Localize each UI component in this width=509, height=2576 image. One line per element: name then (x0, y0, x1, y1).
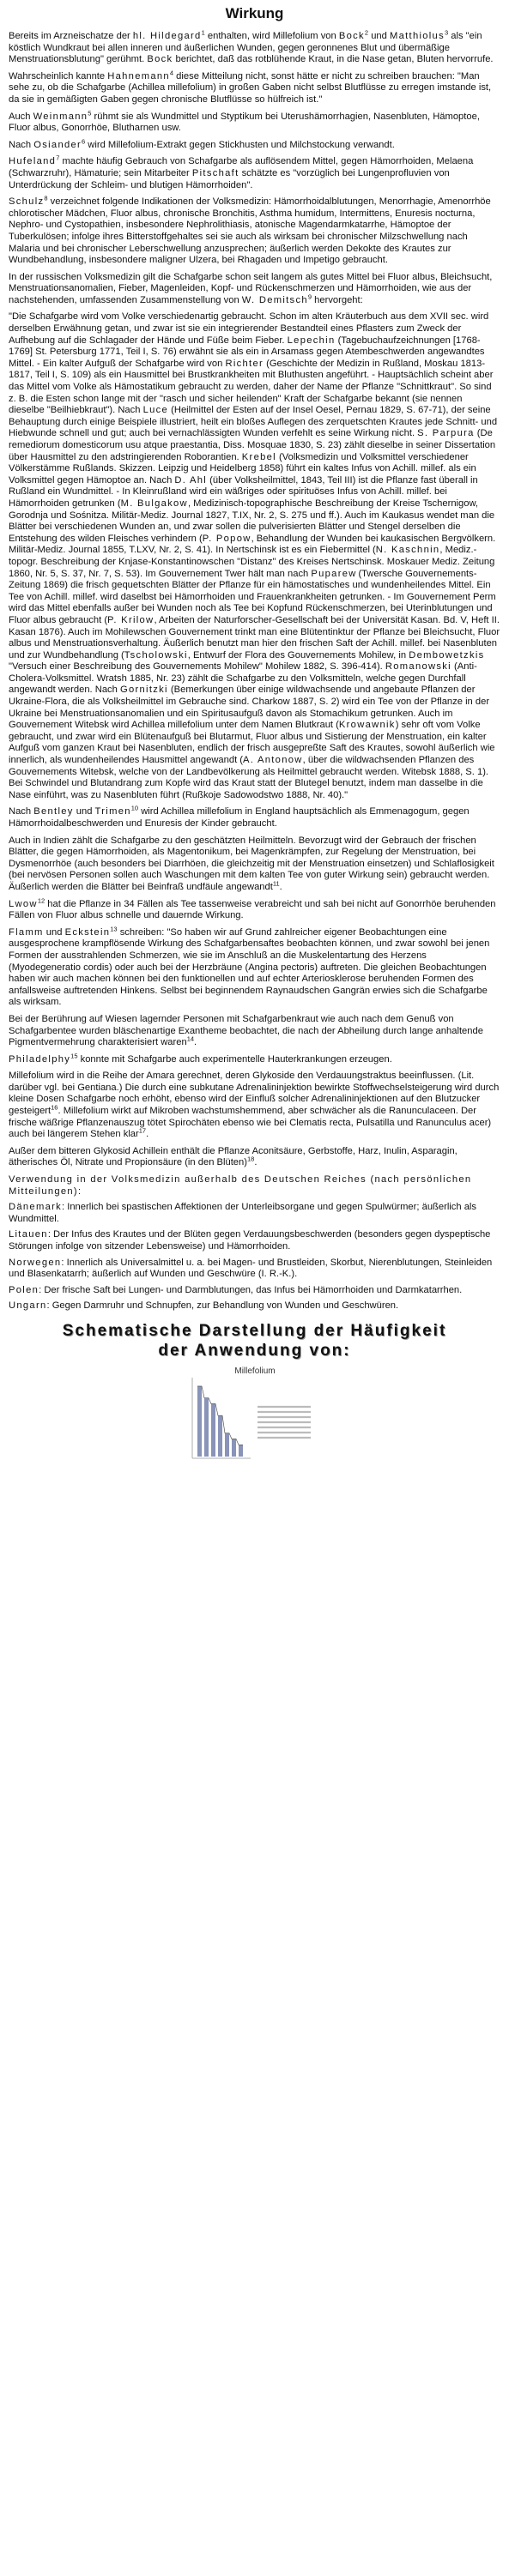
author-name: Matthiolus (389, 31, 445, 41)
paragraph (9, 1071, 500, 1141)
country-name: Litauen (9, 1229, 48, 1240)
author-name: Richter (225, 358, 264, 369)
paragraph-text: ) sehr oft vom Volke gebraucht, und zwar wird ein Blütenaufguß bei Blutarmut, Fluor albus und Sistierung der Menstruation, ein kalter Aufguß vom ganzen Kraut bei Nasenbluten, endlich der frisch ausgepreßte Saft des Krautes, sowohl äußerlich wie innerlich, als wundenheilendes Hausmittel angewandt ( (9, 720, 495, 766)
paragraph-text: Auch in Indien zählt die Schafgarbe zu den geschätzten Heilmitteln. Bevorzugt wird der Gebrauch der frischen Blätter, die gegen Hämorrhoiden, als Magentonikum, bei Magenkrämpfen, zur Regelung der Menstruation, bei Dysmenorrhöe (auch besonders bei Diarrhöen, die gleichzeitig mit der Menstruation einsetzen) und Schlaflosigkeit (bei nervösen Personen sollen auch Waschungen mit dem kalten Tee von guter Wirkung sein) gebraucht werden. Äußerlich werden die Blätter bei Beinfraß undfäule angewandt (9, 835, 494, 892)
paragraph-text: konnte mit Schafgarbe auch experimentelle Hauterkrankungen erzeugen. (77, 1053, 392, 1065)
footnote-ref: 7 (56, 154, 60, 162)
frequency-chart-svg (173, 1364, 336, 1475)
author-name: P. Krilow (107, 614, 155, 625)
frequency-chart (173, 1364, 336, 1475)
author-name: S. Parpura (417, 428, 475, 439)
chart-bar (218, 1415, 222, 1457)
country-name: Norwegen (9, 1257, 62, 1268)
country-entry (9, 1258, 500, 1281)
schema-heading (9, 1321, 500, 1360)
folk-medicine-section (9, 1174, 500, 1312)
paragraph (9, 108, 500, 135)
paragraph-text: verzeichnet folgende Indikationen der Volksmedizin: Hämorrhoidalblutungen, Menorrhagie, Amenorrhöe chlorotischer Mädchen, Fluor albus, chronische Bronchitis, Asthma humidum, Intermittens, Enuresis nocturna, Nephro- und Cystopathien, insbesondere Nephrolithiasis, atonische Magendarmkatarrhe, Hämoptoe der Tuberkulösen; infolge ihres Bitterstoffgehaltes sei sie auch als wirksam bei chronischer Milzschwellung nach Malaria und bei chronischer Leberschwellung anzusprechen; äußerlich werden Dekokte des Krautes zur Wundbehandlung, insbesondere maligner Ulzera, bei Rhagaden und Impetigo gebraucht. (9, 196, 491, 266)
country-text: : Der Infus des Krautes und der Blüten gegen Verdauungsbeschwerden (besonders gegen dyspeptische Störungen infolge von sitzender Lebensweise) und Hämorrhoiden. (9, 1229, 491, 1252)
author-name: P. Popow (202, 533, 251, 544)
author-name: D. Ahl (174, 474, 208, 486)
footnote-ref: 13 (110, 925, 118, 933)
author-name: Osiander (33, 139, 82, 150)
paragraph-text: Bei der Berührung auf Wiesen lagernder Personen mit Schafgarbenkraut wie auch nach dem Genuß von Schafgarbentee wurden bläschenartige Exantheme beobachtet, die nach der Abheilung durch lange anhaltende Pigmentvermehrung charakterisiert waren (9, 1013, 483, 1048)
author-name: Weinmann (33, 111, 88, 122)
paragraph-text: schätzte es "vorzüglich bei Lungenprofluvien von Unterdrückung der Schleim- und blutigen Hämorrhoiden". (9, 167, 450, 190)
author-name: Pitschaft (191, 167, 239, 178)
paragraph-text: hervorgeht: (312, 294, 363, 305)
paragraph (9, 272, 500, 307)
paragraph-text: enthalten, wird Millefolium von (204, 31, 339, 41)
author-name: Tscholowski (124, 649, 188, 661)
footnote-ref: 6 (82, 137, 86, 146)
paragraph (9, 137, 500, 152)
author-name: Bock (147, 54, 173, 65)
paragraph-text: . (254, 1157, 258, 1168)
footnote-ref: 4 (169, 69, 174, 77)
folk-medicine-heading: Verwendung in der Volksmedizin außerhalb des Deutschen Reiches (nach persönlichen Mitteilungen): (9, 1174, 472, 1197)
paragraph (9, 28, 500, 66)
footnote-ref: 10 (130, 804, 139, 812)
author-name: N. Kaschnin (375, 545, 440, 556)
paragraph-text: und (43, 926, 65, 938)
paragraph-text: In der russischen Volksmedizin gilt die Schafgarbe schon seit langem als gutes Mittel bei Fluor albus, Bleichsucht, Menstruationsanomalien, Fieber, Magenleiden, Kopf- und Rückenschmerzen und Hämorrhoiden, wie aus der nachstehenden, umfassenden Zusammenstellung von (9, 271, 493, 305)
country-name: Polen (9, 1284, 39, 1295)
author-name: Romanowski (385, 661, 451, 673)
paragraph-text: "Die Schafgarbe wird vom Volke verschiedenartig gebraucht. Schon im alten Kräuterbuch aus dem XVII sec. wird derselben Erwähnung getan, und zwar ist sie ein integrierender Bestandteil eines Pflasters zum Zweck der Aufhebung auf die Schlagader der Hände und Füße beim Fieber. (9, 311, 489, 346)
footnote-ref: 11 (272, 879, 280, 888)
paragraph-text: Nach (9, 806, 34, 817)
paragraph-text: berichtet, daß das rotblühende Kraut, in die Nase getan, Bluten hervorrufe. (173, 54, 494, 65)
author-name: A. Antonow (243, 755, 303, 766)
author-name: Lepechin (287, 335, 336, 346)
paragraph-text: (Heilmittel der Esten auf der Insel Oesel, Pernau 1829, S. 67-71), der seine Behauptung durch einige Beispiele illustriert, heilt ein bloßes Auflegen des zerquetschten Krautes jede Schnitt- und Hiebwunde schnell und gut; auch bei vernachlässigten Wunden verfehlt es seine Wirkung nicht. (9, 405, 498, 439)
paragraph-text: Nach (9, 139, 34, 150)
footnote-ref: 5 (88, 108, 92, 117)
country-name: Dänemark (9, 1202, 63, 1213)
footnote-ref: 18 (246, 1155, 255, 1163)
paragraph (9, 196, 500, 267)
paragraph-text: , Arbeiten der Naturforscher-Gesellschaft bei der Universität Kasan. Bd. V, Heft II. Kasan 1876). Auch im Mohilewschen Gouvernement trinkt man eine Blütentinktur der Pflanze bei Bleichsucht, Fluor albus und Menstruationsverhaltung. Äußerlich benutzt man hier den frischen Saft der Achill. millef. bei Nasenbluten und zur Wundbehandlung ( (9, 614, 500, 661)
author-name: hl. Hildegard (132, 31, 202, 41)
footnote-ref: 2 (364, 28, 369, 37)
paragraph (9, 71, 500, 106)
paragraph (9, 156, 500, 191)
paragraph (9, 1146, 500, 1169)
footnote-ref: 9 (307, 293, 312, 301)
footnote-ref: 3 (444, 28, 449, 37)
paragraph-text: hat die Pflanze in 34 Fällen als Tee tassenweise verabreicht und sah bei nicht auf Gonorrhöe beruhenden Fällen von Fluor albus schnelle und dauernde Wirkung. (9, 898, 496, 921)
chart-bar (211, 1403, 215, 1457)
footnote-ref: 8 (44, 194, 48, 202)
paragraph-text: . (194, 1037, 197, 1048)
chart-bar (204, 1398, 209, 1457)
author-name: Hahnemann (107, 70, 170, 81)
paragraph-text: schreiben: "So haben wir auf Grund zahlreicher eigener Beobachtungen eine ausgesprochene krampflösende Wirkung des Schafgarbensaftes beobachten können, und zwar sowohl bei jenen Formen der ausstrahlenden Schmerzen, wie sie im Anschluß an die Muskelentartung des Herzens (Myodegeneratio cordis) oder auch bei der Herzbräune (Angina pectoris) auftreten. Die gleichen Beobachtungen haben wir auch machen können bei den funktionellen und auf echter Arteriosklerose beruhenden Formen des anfallsweise auftretenden Hinkens. Selbst bei beginnendem Raynaudschen Gangrän erwies sich die Schafgarbe als wirksam. (9, 926, 490, 1008)
country-entry (9, 1300, 500, 1312)
paragraph-text: (De remediorum domesticorum usu atque praestantia, Diss. Mosquae 1830, S. 23) zählt dieselbe in seiner Dissertation über Hausmittel zu den adstringierenden Roborantien. (9, 428, 496, 462)
paragraph-text: . (146, 1129, 149, 1140)
author-name: W. Demitsch (241, 294, 308, 305)
chart-bar (225, 1433, 229, 1457)
paragraph-text: (Anti-Cholera-Volksmittel. Wratsh 1885, Nr. 23) zählt die Schafgarbe zu den Volksmitteln, welche gegen Durchfall angewandt werden. Nach (9, 661, 477, 696)
paragraph-text: . (279, 881, 282, 892)
paragraph-text: (Geschichte der Medizin in Rußland, Moskau 1813-1817, Teil I, S. 109) als ein Hausmittel bei Brustkrankheiten mit Bluthusten angeführt. - Hauptsächlich scheint aber das Mittel vom Volke als Hämostatikum gebraucht zu werden, daher der Name der Pflanze "Schnittkraut". So sind z. B. die Esten schon lange mit der "rasch und sicher heilenden" Kraft der Schafgarbe bekannt (sie nennen dieselbe "Beilhiebkraut"). Nach (9, 358, 494, 416)
paragraph-text: (Bemerkungen über einige wildwachsende und angebaute Pflanzen der Ukraine-Flora, die als Volksheilmittel im Gebrauche sind. Charkow 1887, S. 2) wird ein Tee von der Pflanze in der Ukraine bei Menstruationsanomalien und ein Spiritusaufguß davon als Stomachikum getrunken. Auch im Gouvernement Witebsk wird Achillea millefolium unter dem Namen Blutkraut ( (9, 685, 490, 731)
country-text: : Innerlich bei spastischen Affektionen der Unterleibsorgane und gegen Spulwürmer; äußerlich als Wundmittel. (9, 1202, 477, 1224)
country-list (9, 1202, 500, 1312)
country-name: Ungarn (9, 1300, 47, 1312)
author-name: Lwow (9, 898, 38, 909)
author-name: Flamm (9, 926, 44, 938)
paragraph-text: und (73, 806, 95, 817)
paragraph (9, 927, 500, 1009)
paragraph-text: , über die wildwachsenden Pflanzen des Gouvernements Witebsk, welche von der Landbevölkerung als Heilmittel gebraucht werden. Witebsk 1888, S. 1). Bei Schwindel und Blutandrang zum Kopfe wird das Kraut statt der Blutegel benutzt, indem man dasselbe in die Nase einführt, was zu Nasenbluten führt (Rußkoje Sadowodstwo 1888, Nr. 40)." (9, 755, 489, 800)
paragraph-text: rühmt sie als Wundmittel und Styptikum bei Uterushämorrhagien, Nasenbluten, Hämoptoe, Fluor albus, Gonorrhöe, Blutharnen usw. (9, 111, 480, 134)
paragraph-text: Bereits im Arzneischatze der (9, 31, 133, 41)
footnote-ref: 14 (186, 1035, 195, 1043)
author-name: Hufeland (9, 156, 57, 167)
author-name: Bentley (33, 806, 74, 817)
paragraph-text: , Medizinisch-topographische Beschreibung der Kreise Tschernigow, Gorodnja und Sośnitza. Militär-Mediz. Journal 1827, T.IX, Nr. 2, S. 275 und ff.). Auch im Kaukasus wendet man die Blätter bei verschiedenen Wunden an, und zwar sollen die pulverisierten Blätter und Stengel derselben die Entstehung des wilden Fleisches verhindern ( (9, 498, 495, 544)
author-name: Bock (338, 31, 365, 41)
section-title: Wirkung (225, 5, 284, 21)
schema-heading-line2: der Anwendung von: (158, 1341, 351, 1360)
footnote-ref: 1 (201, 28, 205, 37)
country-entry (9, 1229, 500, 1252)
article-body (9, 28, 500, 1169)
paragraph-text: Auch (9, 111, 33, 122)
chart-bar (232, 1439, 236, 1457)
paragraph-text: diese Mitteilung nicht, sonst hätte er nicht zu schreiben brauchen: "Man sehe zu, ob die Schafgarbe (Achillea millefolium) in großen Gaben nicht selbst Blutflüsse zu erregen imstande ist, da sie in gemäßigten Gaben gegen chronische Blutflüsse so hülfreich ist." (9, 70, 492, 105)
paragraph-text: als "ein köstlich Wundkraut bei allen inneren und äußerlichen Wunden, gegen geronnenes Blut und übermäßige Menstruationsblutung" gerühmt. (9, 31, 482, 65)
author-name: Krebel (241, 451, 276, 462)
author-name: Schulz (9, 196, 45, 208)
paragraph-text: und (368, 31, 390, 41)
footnote-ref: 15 (70, 1051, 78, 1059)
paragraph-text: , Behandlung der Wunden bei kaukasischen Bergvölkern. Militär-Mediz. Journal 1855, T.LXV, Nr. 2, S. 41). In Nertschinsk ist es ein Fiebermittel ( (9, 533, 496, 556)
footnote-ref: 17 (138, 1126, 147, 1135)
paragraph (9, 896, 500, 922)
author-name: Luce (142, 405, 169, 416)
paragraph-text: (Volksmedizin und Volksmittel verschiedener Völkerstämme Rußlands. Skizzen. Leipzig und Heidelberg 1858) führt ein kaltes Infus von Achill. millef. als ein Volksmittel gegen Hämoptoe an. Nach (9, 451, 476, 486)
paragraph-text: Millefolium wird in die Reihe der Amara gerechnet, deren Glykoside den Verdauungstraktus beeinflussen. (Lit. darüber vgl. bei Gentiana.) Die durch eine subkutane Adrenalininjektion bewirkte Stoffwechselsteigerung wird durch kleine Dosen Schafgarbe noch erhöht, ebenso wird der Einfluß solcher Adrenalininjektionen auf den Blutzucker gesteigert (9, 1071, 500, 1117)
paragraph-text: , Entwurf der Flora des Gouvernements Mohilew, in (187, 649, 409, 661)
paragraph (9, 1051, 500, 1066)
author-name: Trimen (94, 806, 131, 817)
paragraph (9, 806, 500, 830)
paragraph-text: machte häufig Gebrauch von Schafgarbe als auflösendem Mittel, gegen Hämorrhoiden, Melaena (Schwarzruhr), Hämaturie; sein Mitarbeiter (9, 156, 474, 178)
country-text: : Gegen Darmruhr und Schnupfen, zur Behandlung von Wunden und Geschwüren. (46, 1300, 399, 1312)
country-text: : Innerlich als Universalmittel u. a. bei Magen- und Brustleiden, Skorbut, Nierenblutungen, Steinleiden und Blasenkatarrh; äußerlich auf Wunden und Geschwüre (I. R.-K.). (9, 1257, 493, 1280)
paragraph (9, 1014, 500, 1049)
paragraph-text: Außer dem bitteren Glykosid Achillein enthält die Pflanze Aconitsäure, Gerbstoffe, Harz, Inulin, Asparagin, ätherisches Öl, Nitrate und Propionsäure (in den Blüten) (9, 1145, 457, 1168)
author-name: Pupare (311, 568, 349, 579)
paragraph-text: wird Achillea millefolium in England hauptsächlich als Emmenagogum, gegen Hämorrhoidalbeschwerden und Enuresis der Kinder gebraucht. (9, 806, 470, 829)
paragraph-text: w (Twersche Gouvernements-Zeitung 1869) die frisch gequetschten Blätter der Pflanze für ein hämostatisches und wundenheilendes Mittel. Ein Tee von Achill. millef. wird daselbst bei Hämorrhoiden und Frauenkrankheiten getrunken. - Im Gouvernement Perm wird das Mittel ebenfalls außer bei Wunden noch als Tee bei Kopfund Rückenschmerzen, bei Uterinblutungen und Fluor albus gebraucht ( (9, 568, 496, 625)
author-name: Philadelphy (9, 1053, 71, 1065)
schema-heading-line1: Schematische Darstellung der Häufigkeit (62, 1321, 447, 1340)
paragraph-text: . Millefolium wirkt auf Mikroben wachstumshemmend, aber schwächer als die Ranunculaceen. Der frische wäßrige Pflanzenauszug tötet Spirochäten ebenso wie bei Clematis recta, Pulsatilla und Ranunculus acer) auch bei längerem Stehen klar (9, 1106, 492, 1140)
chart-bar (197, 1386, 202, 1457)
paragraph (9, 836, 500, 894)
paragraph-text: (über Volksheilmittel, 1843, Teil III) ist die Pflanze fast überall in Rußland ein Wundmittel. - In Kleinrußland wird ein wäßriges oder spirituöses Infus von Achill. millef. bei Hämorrhoiden getrunken ( (9, 474, 478, 509)
footnote-ref: 16 (51, 1103, 58, 1112)
paragraph-text: "Versuch einer Beschreibung des Gouvernements Mohilew" Mohilew 1882, S. 396-414). (9, 661, 385, 673)
paragraph-text: (Tagebuchaufzeichnungen [1768-1769] St. Petersburg 1771, Teil I, S. 76) erwähnt sie als ein in Arsamass gegen Atembeschwerden angewandtes Mittel. - Ein kalter Aufguß der Schafgarbe wird von (9, 335, 485, 369)
paragraph-text: wird Millefolium-Extrakt gegen Stickhusten und Milchstockung verwandt. (85, 139, 395, 150)
paragraph (9, 311, 500, 801)
footnote-ref: 12 (37, 896, 45, 904)
country-entry (9, 1285, 500, 1297)
author-name: Krowawnik (338, 720, 396, 731)
chart-title: Millefolium (233, 1366, 276, 1376)
author-name: Gornitzki (119, 685, 168, 696)
author-name: Eckstein (64, 926, 111, 938)
country-entry (9, 1202, 500, 1225)
country-text: : Der frische Saft bei Lungen- und Darmblutungen, das Infus bei Hämorrhoiden und Darmkatarrhen. (39, 1284, 463, 1295)
chart-bar (239, 1445, 243, 1457)
paragraph-text: , Mediz.-topogr. Beschreibung der Knjase-Konstantinowschen "Distanz" des Kreises Nertschinsk. Moskauer Mediz. Zeitung 1860, Nr. 5, S. 37, Nr. 7, S. 53). Im Gouvernement Twer hält man nach (9, 545, 495, 579)
paragraph-text: Wahrscheinlich kannte (9, 70, 108, 81)
author-name: Dembowetzkis (409, 649, 485, 661)
author-name: M. Bulgakow (120, 498, 188, 509)
